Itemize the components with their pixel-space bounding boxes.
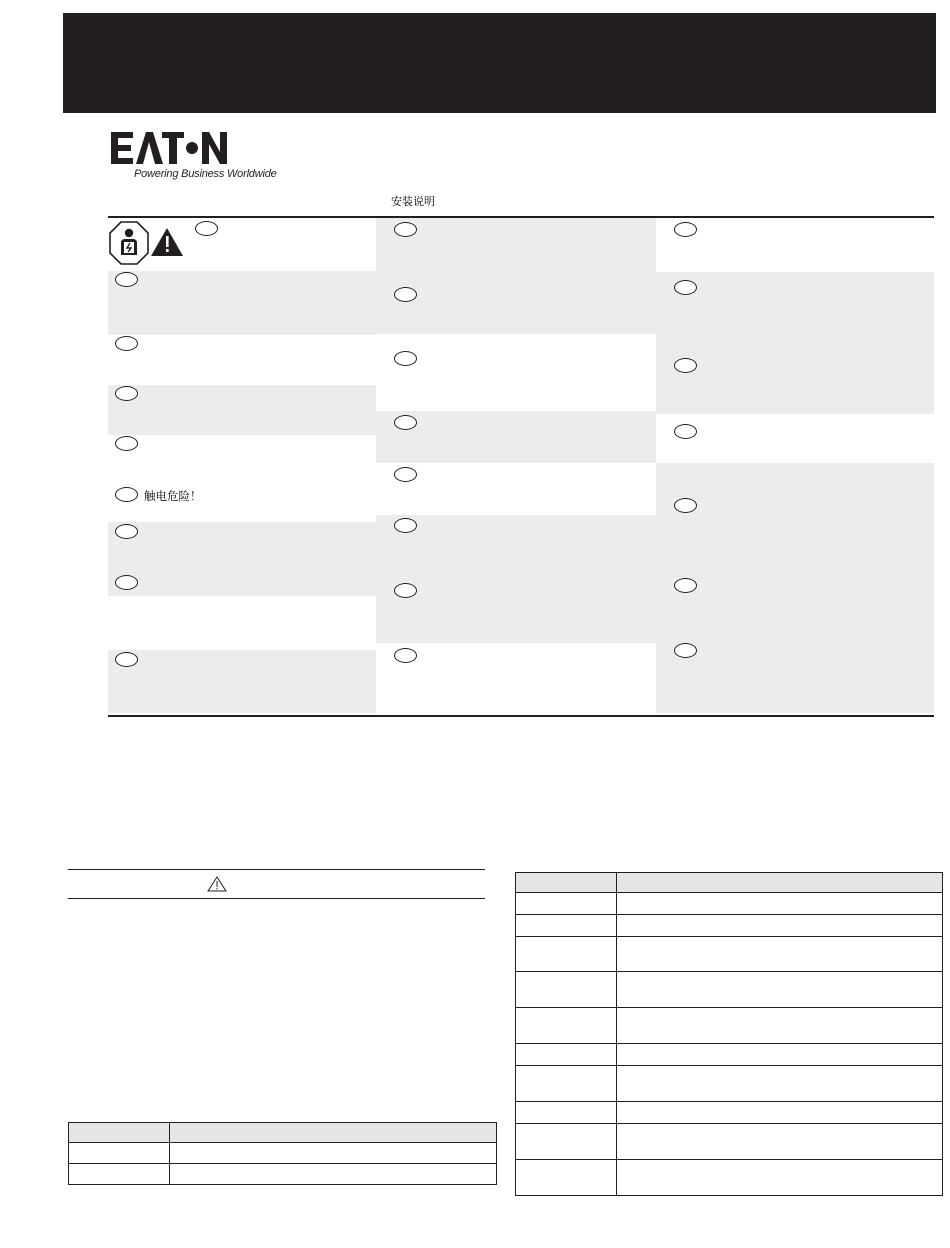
language-code-badge bbox=[674, 222, 697, 237]
table-cell bbox=[617, 1102, 943, 1124]
language-code-badge bbox=[674, 280, 697, 295]
language-code-badge bbox=[115, 575, 138, 590]
language-code-badge bbox=[394, 222, 417, 237]
caution-header-box bbox=[68, 869, 485, 899]
table-header-cell bbox=[617, 873, 943, 893]
table-row bbox=[516, 1008, 943, 1044]
table-row bbox=[516, 1102, 943, 1124]
table-cell bbox=[617, 1066, 943, 1102]
table-cell bbox=[516, 1066, 617, 1102]
brand-tagline: Powering Business Worldwide bbox=[134, 168, 277, 180]
language-code-badge bbox=[674, 424, 697, 439]
table-row bbox=[69, 1143, 497, 1164]
table-cell bbox=[516, 972, 617, 1008]
table-cell bbox=[617, 1044, 943, 1066]
table-cell bbox=[516, 893, 617, 915]
language-code-badge bbox=[115, 487, 138, 502]
table-header-row bbox=[69, 1123, 497, 1143]
top-banner bbox=[63, 13, 936, 113]
language-code-badge bbox=[115, 652, 138, 667]
language-code-badge bbox=[394, 287, 417, 302]
eaton-wordmark-logo bbox=[110, 130, 228, 166]
language-code-badge bbox=[394, 518, 417, 533]
table-cell bbox=[516, 1160, 617, 1196]
table-cell bbox=[516, 915, 617, 937]
table-cell bbox=[170, 1143, 497, 1164]
table-row bbox=[516, 893, 943, 915]
table-cell bbox=[516, 1044, 617, 1066]
table-row bbox=[516, 915, 943, 937]
table-cell bbox=[617, 972, 943, 1008]
table-header-cell bbox=[516, 873, 617, 893]
table-header-row bbox=[516, 873, 943, 893]
table-row bbox=[516, 937, 943, 972]
small-table bbox=[68, 1122, 497, 1185]
language-code-badge bbox=[394, 467, 417, 482]
table-row bbox=[516, 1066, 943, 1102]
language-code-badge bbox=[115, 524, 138, 539]
table-cell bbox=[516, 1102, 617, 1124]
electrician-person-icon bbox=[110, 222, 148, 264]
caution-triangle-outline-icon bbox=[207, 876, 227, 896]
table-row bbox=[516, 1124, 943, 1160]
language-code-badge bbox=[115, 386, 138, 401]
language-code-badge bbox=[394, 351, 417, 366]
table-cell bbox=[69, 1143, 170, 1164]
language-code-badge bbox=[115, 336, 138, 351]
language-panel bbox=[108, 216, 934, 717]
table-cell bbox=[516, 1008, 617, 1044]
table-cell bbox=[617, 1124, 943, 1160]
warning-triangle-icon bbox=[151, 228, 183, 256]
language-column-3 bbox=[656, 218, 934, 715]
language-code-badge bbox=[195, 221, 218, 236]
language-column-1 bbox=[108, 218, 376, 715]
language-code-badge bbox=[394, 648, 417, 663]
table-header-cell bbox=[69, 1123, 170, 1143]
table-row bbox=[516, 1044, 943, 1066]
language-code-badge bbox=[674, 643, 697, 658]
table-cell bbox=[617, 893, 943, 915]
table-cell bbox=[617, 1160, 943, 1196]
table-cell bbox=[69, 1164, 170, 1185]
electric-shock-warning: 触电危险！ bbox=[144, 489, 202, 503]
table-cell bbox=[516, 1124, 617, 1160]
table-cell bbox=[617, 915, 943, 937]
language-code-badge bbox=[674, 578, 697, 593]
table-row bbox=[516, 1160, 943, 1196]
table-cell bbox=[516, 937, 617, 972]
table-row bbox=[516, 972, 943, 1008]
language-code-badge bbox=[115, 272, 138, 287]
language-code-badge bbox=[394, 415, 417, 430]
table-cell bbox=[170, 1164, 497, 1185]
large-table bbox=[515, 872, 943, 1196]
safety-icons bbox=[109, 221, 185, 269]
table-header-cell bbox=[170, 1123, 497, 1143]
table-cell bbox=[617, 1008, 943, 1044]
language-code-badge bbox=[394, 583, 417, 598]
language-code-badge bbox=[115, 436, 138, 451]
language-column-2 bbox=[376, 218, 656, 715]
table-row bbox=[69, 1164, 497, 1185]
language-code-badge bbox=[674, 358, 697, 373]
document-subtitle: 安装说明 bbox=[391, 195, 435, 208]
language-code-badge bbox=[674, 498, 697, 513]
table-cell bbox=[617, 937, 943, 972]
